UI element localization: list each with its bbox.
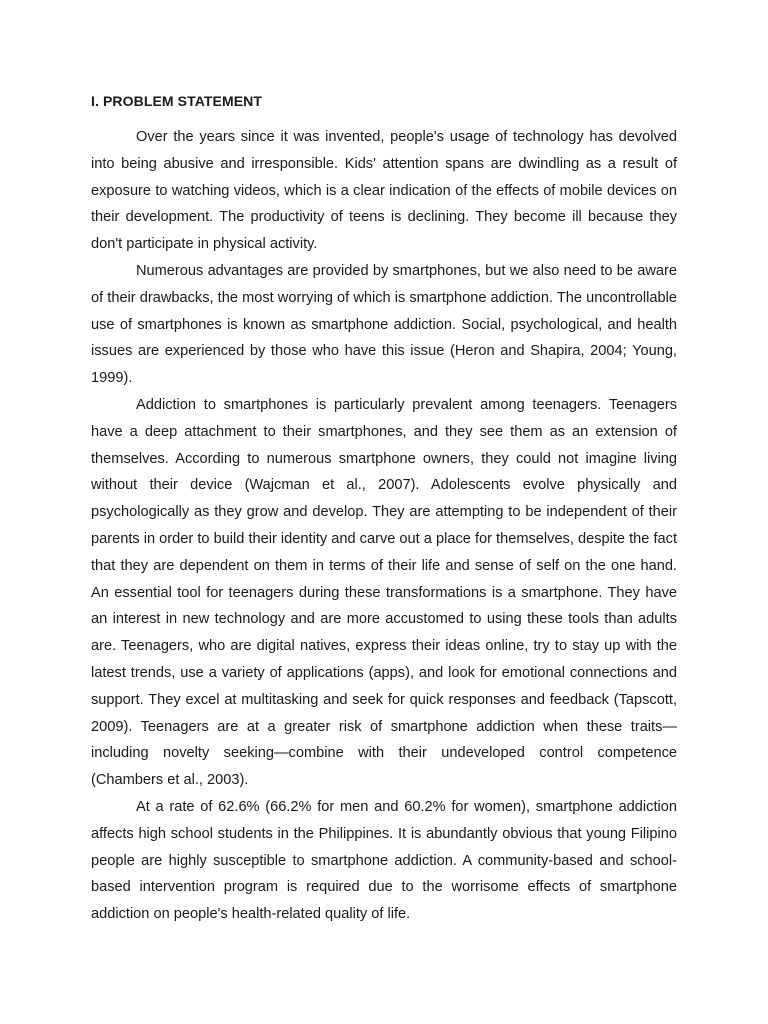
body-text [91, 124, 677, 928]
section-heading: I. PROBLEM STATEMENT [91, 93, 263, 109]
paragraph-4: At a rate of 62.6% (66.2% for men and 60.2% for women), smartphone addiction affects high school students in the Philippines. It is abundantly obvious that young Filipino people are highly susceptible to smartphone addiction. A community-based and school-based intervention program is required due to the worrisome effects of smartphone addiction on people's health-related quality of life. [91, 798, 677, 923]
paragraph-3: Addiction to smartphones is particularly prevalent among teenagers. Teenagers have a deep attachment to their smartphones, and they see them as an extension of themselves. According to numerous smartphone owners, they could not imagine living without their device (Wajcman et al., 2007). Adolescents evolve physically and psychologically as they grow and develop. They are attempting to be independent of their parents in order to build their identity and carve out a place for themselves, despite the fact that they are dependent on them in terms of their life and sense of self on the one hand. An essential tool for teenagers during these transformations is a smartphone. They have an interest in new technology and are more accustomed to using these tools than adults are. Teenagers, who are digital natives, express their ideas online, try to stay up with the latest trends, use a variety of applications (apps), and look for emotional connections and support. They excel at multitasking and seek for quick responses and feedback (Tapscott, 2009). Teenagers are at a greater risk of smartphone addiction when these traits—including novelty seeking—combine with their undeveloped control competence (Chambers et al., 2003). [91, 396, 677, 789]
paragraph-1: Over the years since it was invented, people's usage of technology has devolved into being abusive and irresponsible. Kids' attention spans are dwindling as a result of exposure to watching videos, which is a clear indication of the effects of mobile devices on their development. The productivity of teens is declining. They become ill because they don't participate in physical activity. [91, 129, 677, 253]
paragraph-2: Numerous advantages are provided by smartphones, but we also need to be aware of their drawbacks, the most worrying of which is smartphone addiction. The uncontrollable use of smartphones is known as smartphone addiction. Social, psychological, and health issues are experienced by those who have this issue (Heron and Shapira, 2004; Young, 1999). [91, 262, 677, 387]
